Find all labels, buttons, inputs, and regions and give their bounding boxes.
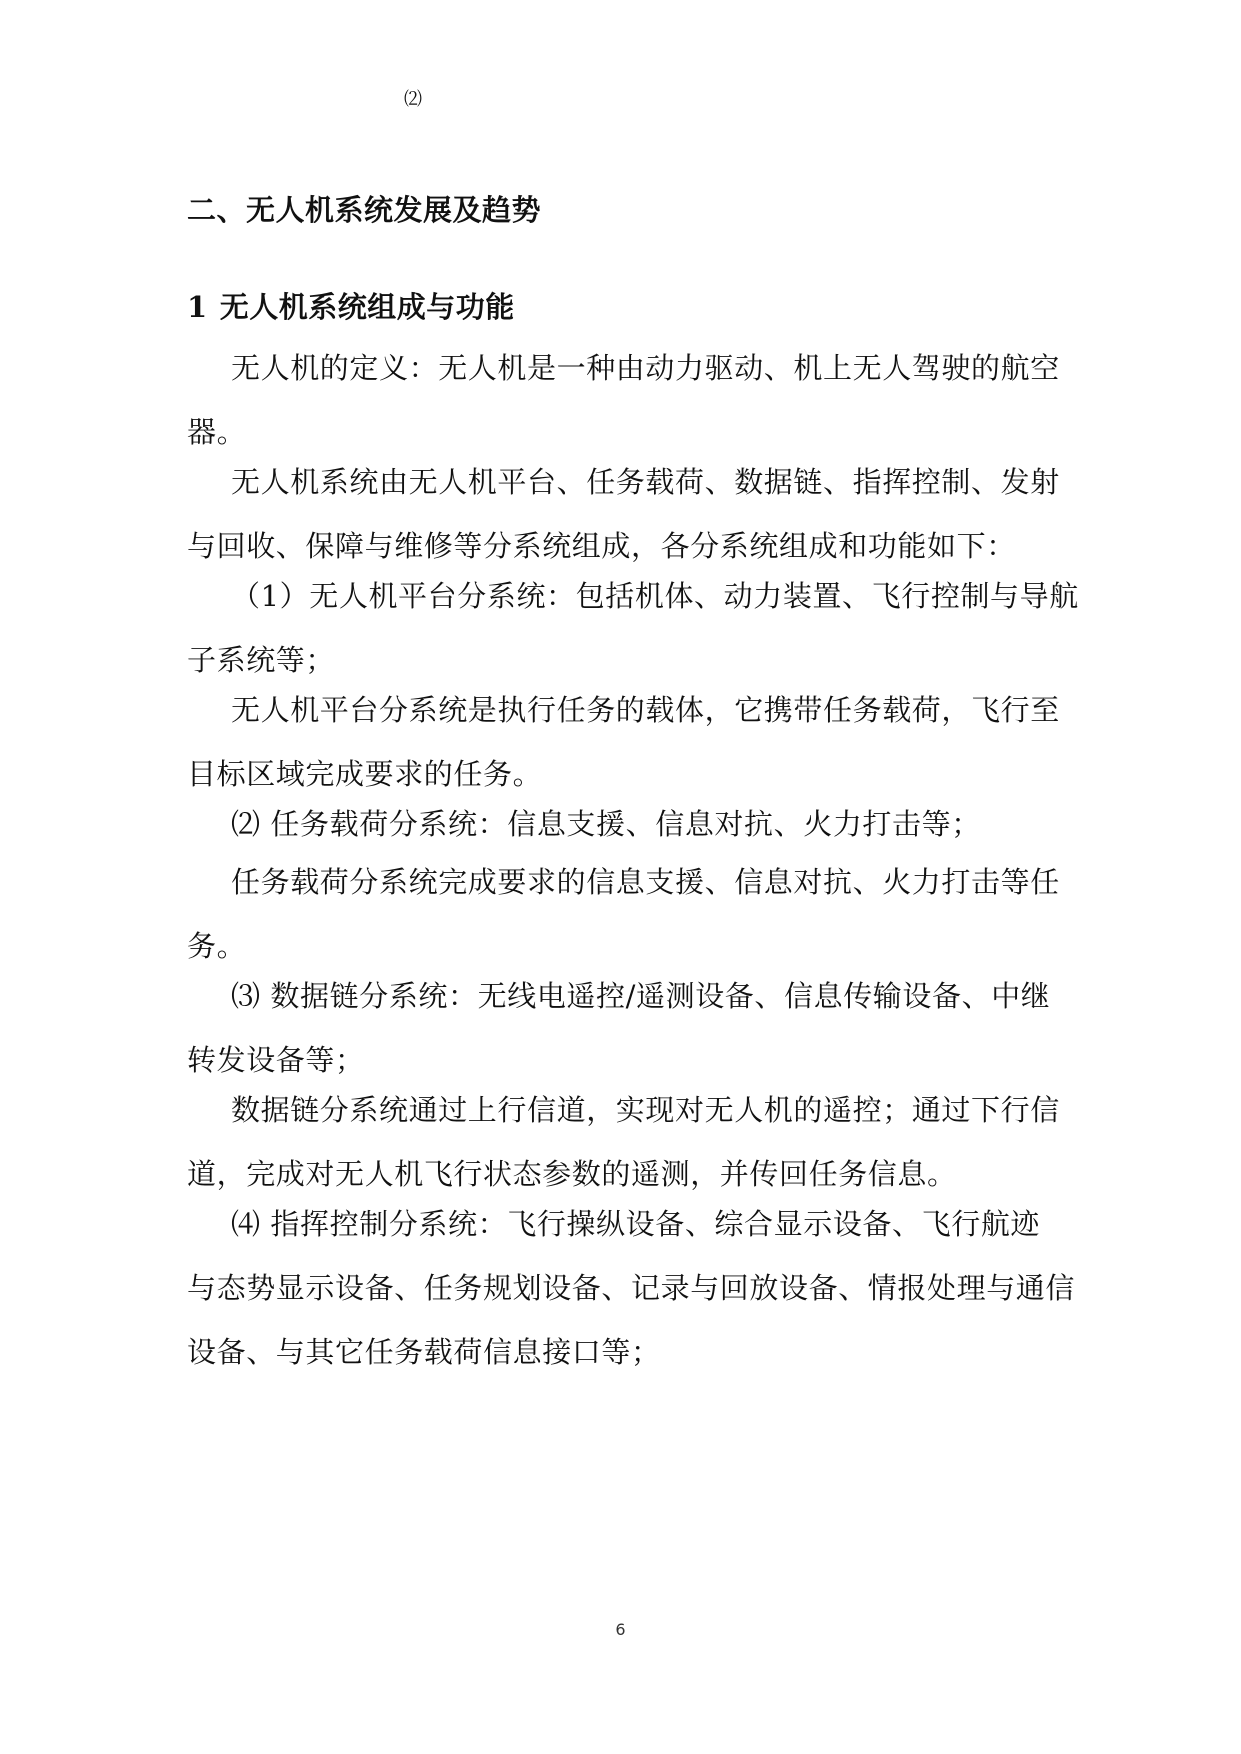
paragraph-platform-role bbox=[187, 678, 1067, 806]
paragraph-platform-subsystem bbox=[187, 564, 1079, 692]
list-marker-fragment: ⑵ bbox=[404, 89, 422, 110]
text-line: 无人机的定义：无人机是一种由动力驱动、机上无人驾驶的航空 bbox=[231, 351, 1060, 385]
section-heading: 二、无人机系统发展及趋势 bbox=[187, 193, 542, 227]
text-line: 无人机系统由无人机平台、任务载荷、数据链、指挥控制、发射 bbox=[231, 465, 1060, 499]
subsection-title: 无人机系统组成与功能 bbox=[219, 290, 515, 324]
page-number: 6 bbox=[615, 1620, 626, 1639]
text-line: （1）无人机平台分系统：包括机体、动力装置、飞行控制与导航 bbox=[231, 579, 1079, 613]
text-line: 数据链分系统通过上行信道，实现对无人机的遥控；通过下行信 bbox=[231, 1093, 1060, 1127]
text-line: 与回收、保障与维修等分系统组成，各分系统组成和功能如下： bbox=[187, 529, 1016, 563]
subsection-heading bbox=[187, 287, 515, 327]
text-line: 任务载荷分系统完成要求的信息支援、信息对抗、火力打击等任 bbox=[231, 865, 1060, 899]
text-line: 设备、与其它任务载荷信息接口等； bbox=[187, 1335, 661, 1369]
text-line: ⑶ 数据链分系统：无线电遥控/遥测设备、信息传输设备、中继 bbox=[231, 979, 1051, 1013]
text-line: 子系统等； bbox=[187, 643, 336, 677]
paragraph-system-composition bbox=[187, 450, 1067, 578]
paragraph-datalink-subsystem bbox=[187, 964, 1067, 1092]
paragraph-payload-role bbox=[187, 850, 1067, 978]
text-line: 目标区域完成要求的任务。 bbox=[187, 757, 543, 791]
subsection-number: 1 bbox=[187, 290, 208, 324]
text-line: 转发设备等； bbox=[187, 1043, 365, 1077]
text-line: ⑷ 指挥控制分系统：飞行操纵设备、综合显示设备、飞行航迹 bbox=[231, 1207, 1041, 1241]
text-line: 无人机平台分系统是执行任务的载体，它携带任务载荷，飞行至 bbox=[231, 693, 1060, 727]
text-line: ⑵ 任务载荷分系统：信息支援、信息对抗、火力打击等； bbox=[231, 807, 981, 841]
text-line: 务。 bbox=[187, 929, 247, 963]
paragraph-payload-subsystem bbox=[187, 792, 1067, 856]
text-line: 器。 bbox=[187, 415, 247, 449]
paragraph-command-control-subsystem bbox=[187, 1192, 1076, 1384]
text-line: 与态势显示设备、任务规划设备、记录与回放设备、情报处理与通信 bbox=[187, 1271, 1076, 1305]
paragraph-datalink-role bbox=[187, 1078, 1067, 1206]
paragraph-definition bbox=[187, 336, 1067, 464]
text-line: 道，完成对无人机飞行状态参数的遥测，并传回任务信息。 bbox=[187, 1157, 957, 1191]
